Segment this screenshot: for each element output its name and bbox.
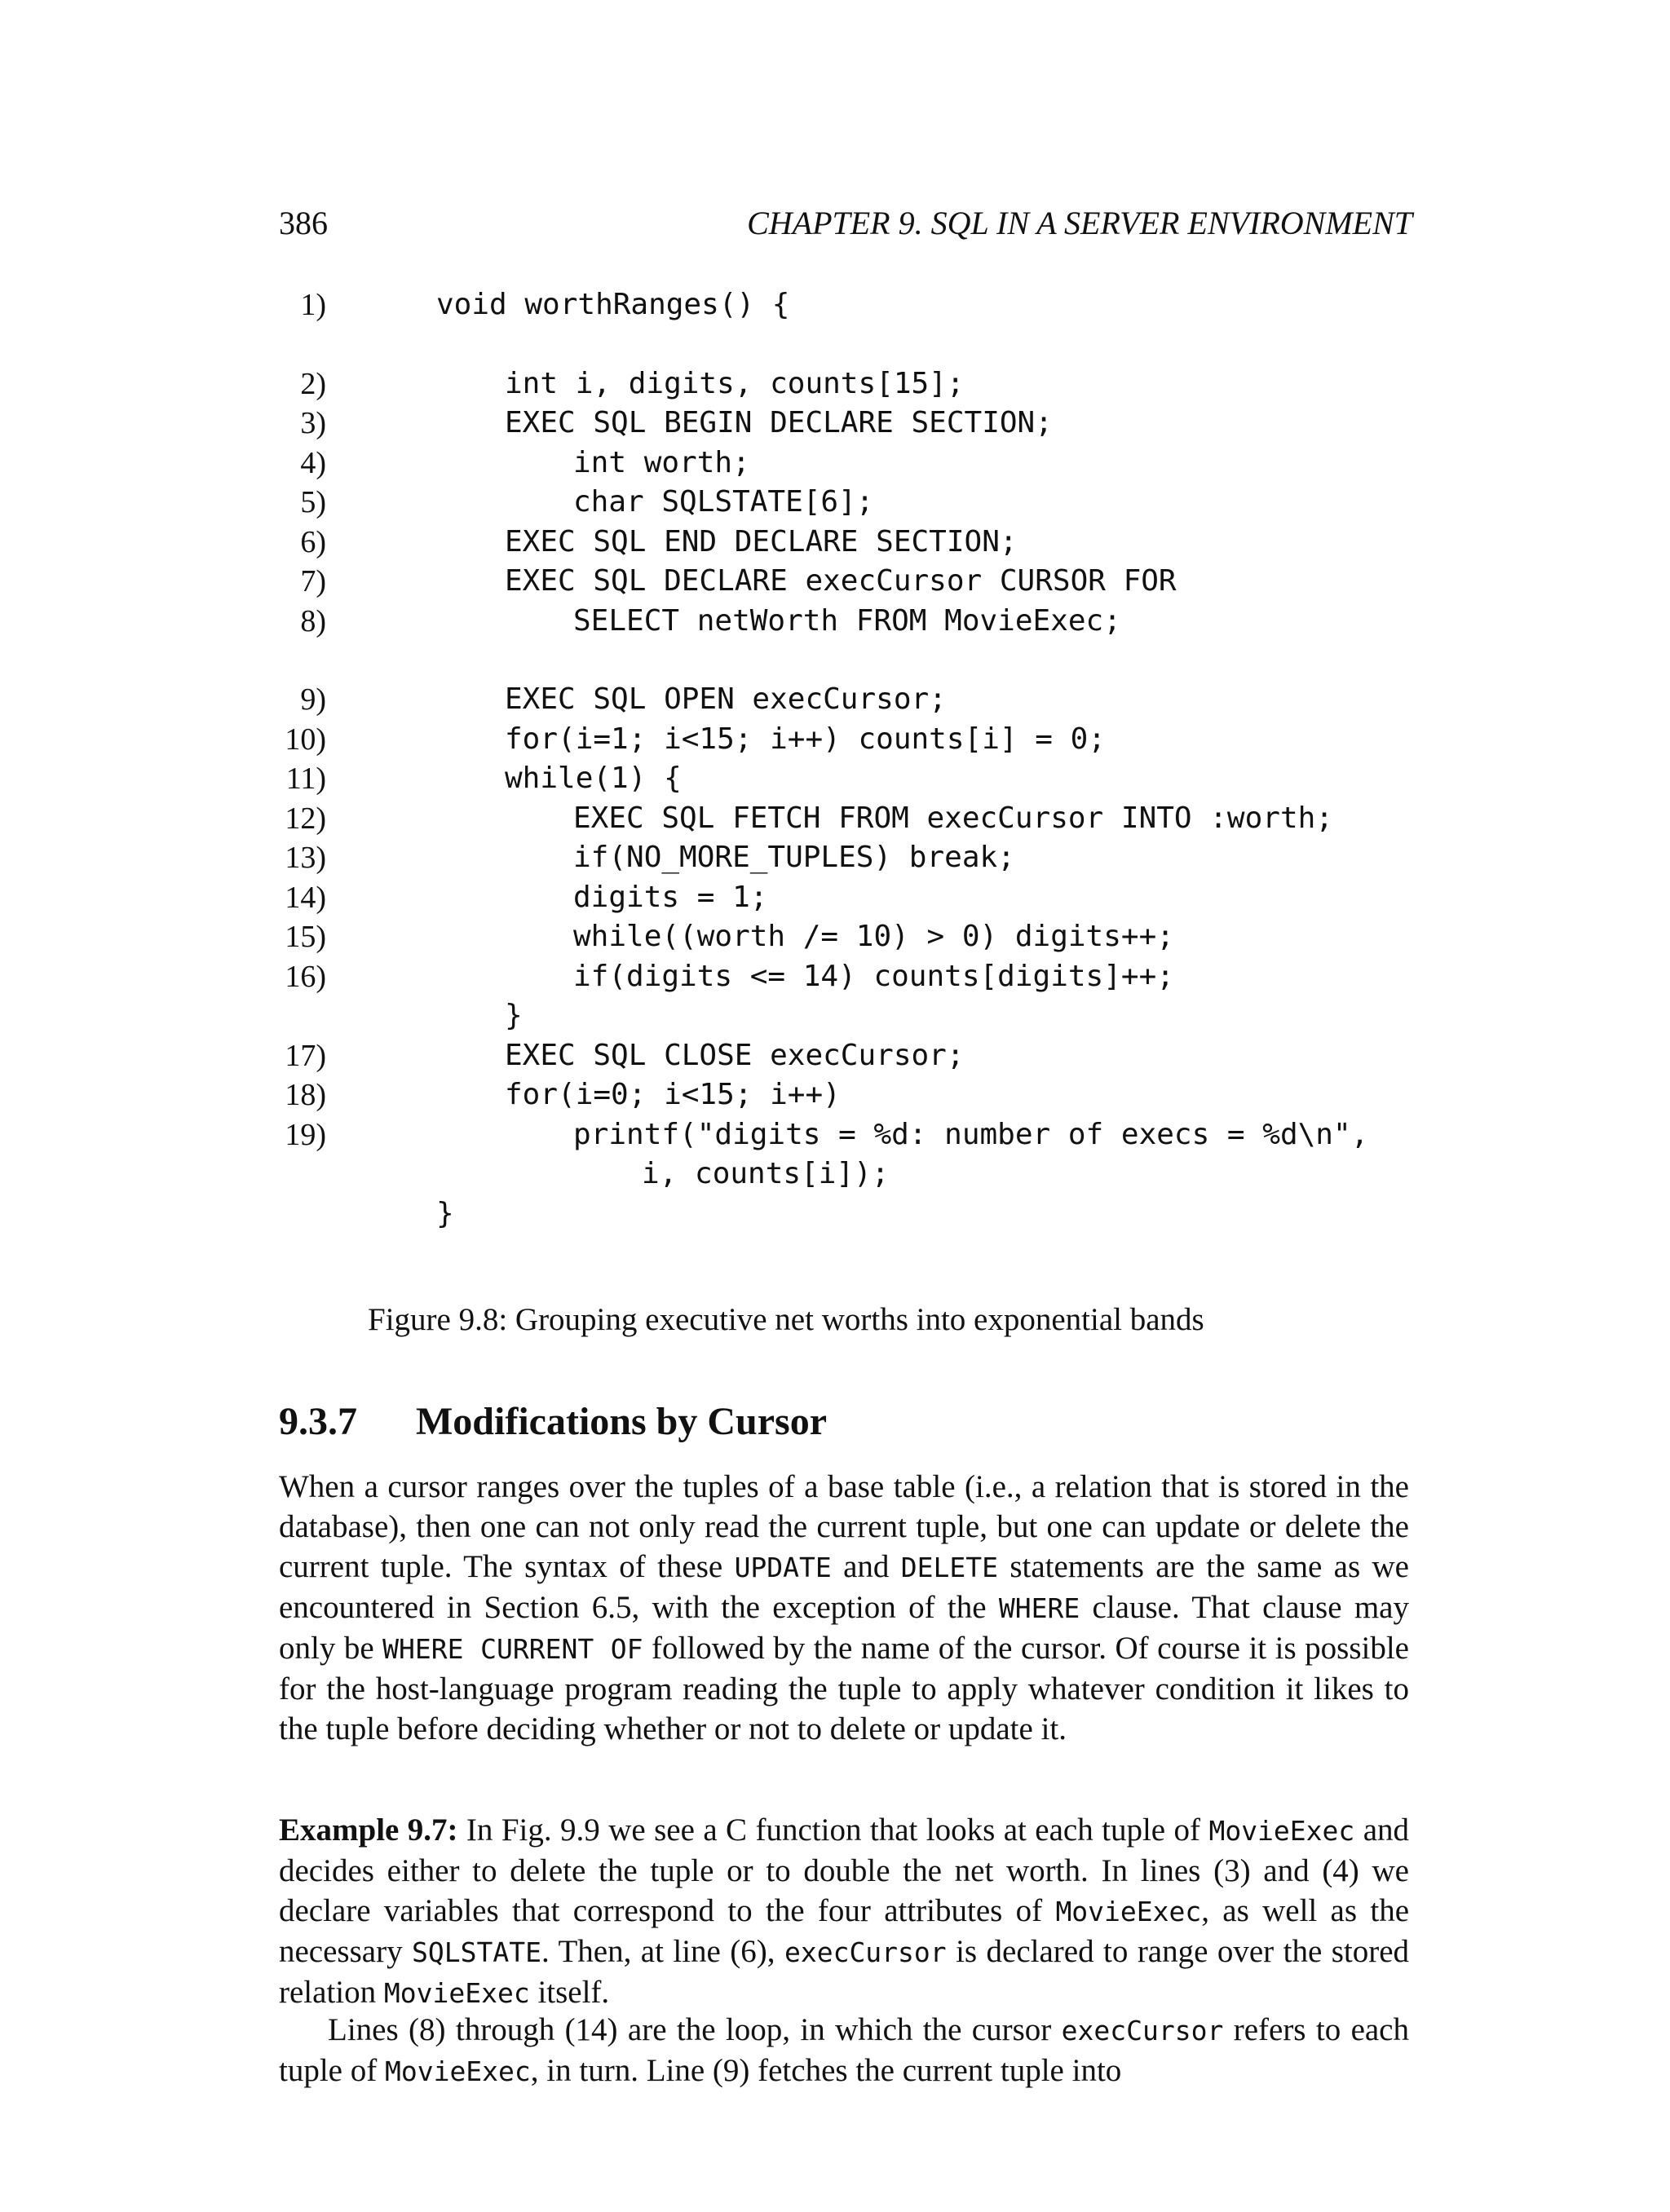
code-text: digits = 1; xyxy=(573,880,768,914)
line-number: 5) xyxy=(300,485,326,519)
running-head: CHAPTER 9. SQL IN A SERVER ENVIRONMENT xyxy=(747,205,1412,241)
code-line xyxy=(285,720,1472,760)
code-text: SELECT netWorth FROM MovieExec; xyxy=(573,603,1121,638)
example-label: Example 9.7: xyxy=(279,1812,458,1848)
code-line xyxy=(330,1155,1472,1194)
code-text: EXEC SQL FETCH FROM execCursor INTO :worth; xyxy=(573,801,1333,835)
code-line xyxy=(285,878,1472,918)
code-line xyxy=(300,404,1472,444)
code-line xyxy=(285,917,1472,957)
code-text: EXEC SQL END DECLARE SECTION; xyxy=(505,524,1018,559)
section-title: Modifications by Cursor xyxy=(416,1400,827,1443)
paragraph-example: Example 9.7: In Fig. 9.9 we see a C function that looks at each tuple of MovieExec and decides either to delete the tuple or to double the net worth. In lines (3) and (4) we declare variables that correspond to the four attributes of MovieExec, as well as the necessary SQLSTATE. Then, at line (6), execCursor is declared to range over the stored relation MovieExec itself. xyxy=(279,1812,1410,2010)
code-line xyxy=(285,1075,1472,1115)
line-number: 19) xyxy=(285,1117,326,1152)
code-text: } xyxy=(436,1196,454,1230)
code-line xyxy=(285,799,1472,839)
line-number: 4) xyxy=(300,445,326,480)
code-text: while((worth /= 10) > 0) digits++; xyxy=(573,920,1174,953)
code-text: char SQLSTATE[6]; xyxy=(573,485,874,519)
code-text: while(1) { xyxy=(505,762,682,795)
line-number: 10) xyxy=(285,722,326,757)
code-text: int i, digits, counts[15]; xyxy=(505,366,965,400)
code-line xyxy=(300,562,1472,602)
code-text: if(digits <= 14) counts[digits]++; xyxy=(573,959,1174,993)
code-text: void worthRanges() { xyxy=(436,288,790,321)
code-line xyxy=(300,680,1472,720)
code-line xyxy=(300,285,1472,325)
code-text: i, counts[i]); xyxy=(642,1157,890,1190)
code-text: for(i=1; i<15; i++) counts[i] = 0; xyxy=(505,722,1106,756)
line-number: 1) xyxy=(300,288,326,322)
code-line xyxy=(285,838,1472,878)
paragraph-loop: Lines (8) through (14) are the loop, in which the cursor execCursor refers to each tuple of MovieExec, in turn. Line (9) fetches the current tuple into xyxy=(279,2012,1409,2088)
code-line xyxy=(330,996,1472,1036)
line-number: 8) xyxy=(300,603,326,638)
code-text: printf("digits = %d: number of execs = %d\n", xyxy=(573,1117,1369,1151)
line-number: 9) xyxy=(300,682,326,717)
page-header xyxy=(279,204,1412,245)
line-number: 3) xyxy=(300,406,326,440)
code-line xyxy=(300,523,1472,563)
code-listing xyxy=(285,285,1472,1234)
code-line xyxy=(300,483,1472,523)
code-text: EXEC SQL OPEN execCursor; xyxy=(505,682,947,716)
page-number: 386 xyxy=(279,205,328,241)
code-line xyxy=(285,759,1472,799)
code-line xyxy=(300,364,1472,404)
line-number: 12) xyxy=(285,801,326,836)
line-number: 7) xyxy=(300,564,326,598)
code-line xyxy=(300,602,1472,642)
line-number: 18) xyxy=(285,1078,326,1112)
code-line xyxy=(285,957,1472,997)
code-line xyxy=(330,1194,1472,1234)
line-number: 15) xyxy=(285,920,326,954)
code-text: if(NO_MORE_TUPLES) break; xyxy=(573,841,1015,874)
figure-caption: Figure 9.8: Grouping executive net worths into exponential bands xyxy=(368,1302,1204,1337)
code-line xyxy=(285,1115,1472,1155)
code-line xyxy=(300,444,1472,483)
line-number: 13) xyxy=(285,841,326,875)
line-number: 16) xyxy=(285,959,326,994)
section-heading xyxy=(279,1399,827,1444)
code-text: EXEC SQL DECLARE execCursor CURSOR FOR xyxy=(505,564,1177,598)
code-text: int worth; xyxy=(573,445,750,479)
section-number: 9.3.7 xyxy=(279,1400,357,1443)
code-text: } xyxy=(505,999,523,1032)
paragraph-cursor-modifications: When a cursor ranges over the tuples of a base table (i.e., a relation that is stored in the database), then one can not only read the current tuple, but one can update or delete the current tuple. The syntax of these UPDATE and DELETE statements are the same as we encountered in Section 6.5, with the exception of the WHERE clause. That clause may only be WHERE CURRENT OF followed by the name of the cursor. Of course it is possible for the host-language program reading the tuple to apply whatever condition it likes to the tuple before deciding whether or not to delete or update it. xyxy=(279,1469,1409,1746)
line-number: 11) xyxy=(285,762,326,796)
code-text: for(i=0; i<15; i++) xyxy=(505,1078,841,1111)
line-number: 2) xyxy=(300,366,326,401)
code-line xyxy=(285,1036,1472,1076)
line-number: 17) xyxy=(285,1038,326,1073)
line-number: 14) xyxy=(285,880,326,915)
code-text: EXEC SQL CLOSE execCursor; xyxy=(505,1038,965,1072)
line-number: 6) xyxy=(300,524,326,559)
code-text: EXEC SQL BEGIN DECLARE SECTION; xyxy=(505,406,1053,439)
